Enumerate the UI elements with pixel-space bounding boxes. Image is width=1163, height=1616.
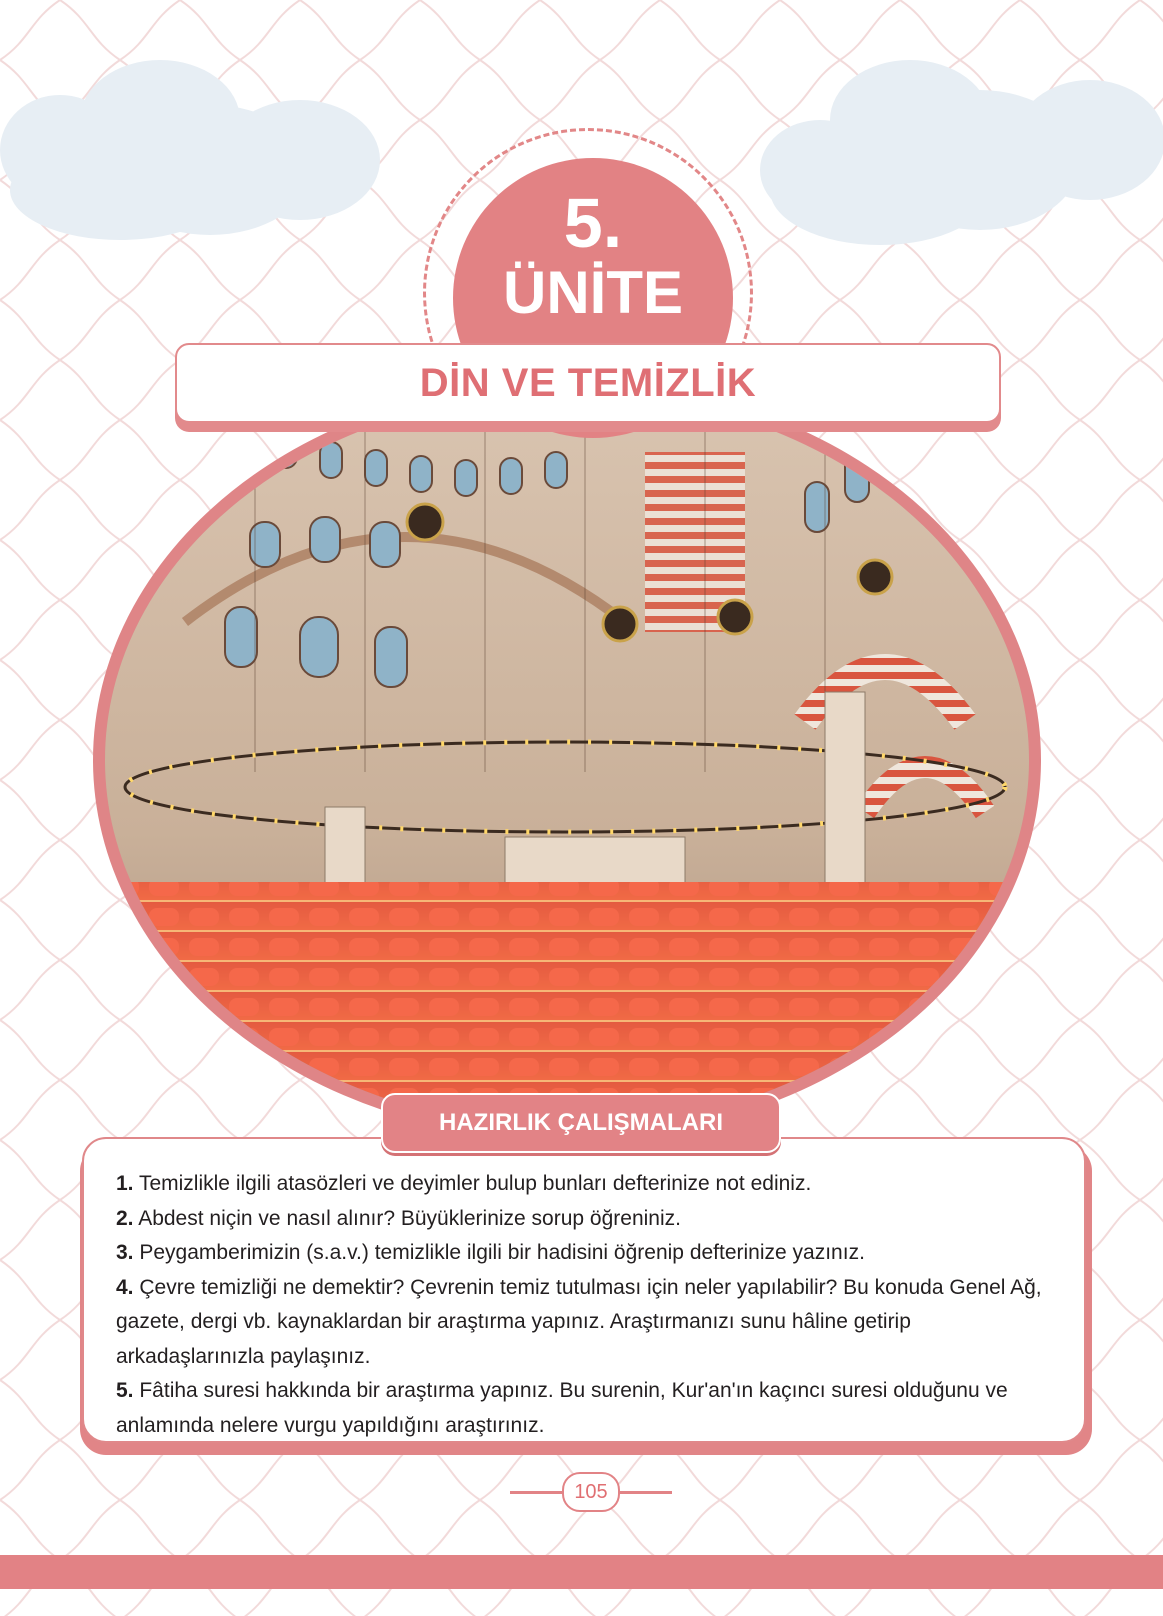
unit-label: ÜNİTE	[503, 259, 683, 326]
bottom-bar	[0, 1555, 1163, 1589]
mosque-interior-photo	[105, 392, 1029, 1128]
item-text: Peygamberimizin (s.a.v.) temizlikle ilgili bir hadisini öğrenip defterinize yazınız.	[133, 1241, 865, 1264]
page-number-line-left	[510, 1491, 565, 1494]
unit-number: 5.	[563, 184, 623, 262]
list-item	[116, 1202, 1054, 1237]
list-item	[116, 1271, 1054, 1375]
item-number: 4.	[116, 1275, 134, 1299]
section-title: HAZIRLIK ÇALIŞMALARI	[439, 1109, 723, 1136]
cloud-left	[0, 40, 400, 250]
cloud-right	[760, 30, 1163, 260]
page-number: 105	[562, 1472, 620, 1512]
unit-title: DİN VE TEMİZLİK	[419, 361, 757, 405]
item-text: Çevre temizliği ne demektir? Çevrenin temiz tutulması için neler yapılabilir? Bu konuda Genel Ağ, gazete, dergi vb. kaynaklardan bir araştırma yapınız. Araştırmanızı sunu hâline getirip arkadaşlarınızla paylaşınız.	[116, 1275, 1042, 1368]
list-item	[116, 1236, 1054, 1271]
item-number: 3.	[116, 1241, 134, 1264]
item-text: Temizlikle ilgili atasözleri ve deyimler bulup bunları defterinize not ediniz.	[133, 1172, 812, 1195]
section-banner	[381, 1093, 781, 1153]
list-item	[116, 1167, 1054, 1202]
item-number: 2.	[116, 1206, 134, 1230]
item-number: 5.	[116, 1379, 134, 1402]
preparation-box	[82, 1137, 1086, 1443]
list-item	[116, 1374, 1054, 1443]
unit-title-banner	[175, 343, 1001, 423]
item-text: Fâtiha suresi hakkında bir araştırma yapınız. Bu surenin, Kur'an'ın kaçıncı suresi olduğunu ve anlamında nelere vurgu yapıldığını araştırınız.	[116, 1379, 1008, 1437]
item-number: 1.	[116, 1172, 134, 1195]
page-number-line-right	[617, 1491, 672, 1494]
item-text: Abdest niçin ve nasıl alınır? Büyüklerinize sorup öğreniniz.	[133, 1206, 681, 1230]
